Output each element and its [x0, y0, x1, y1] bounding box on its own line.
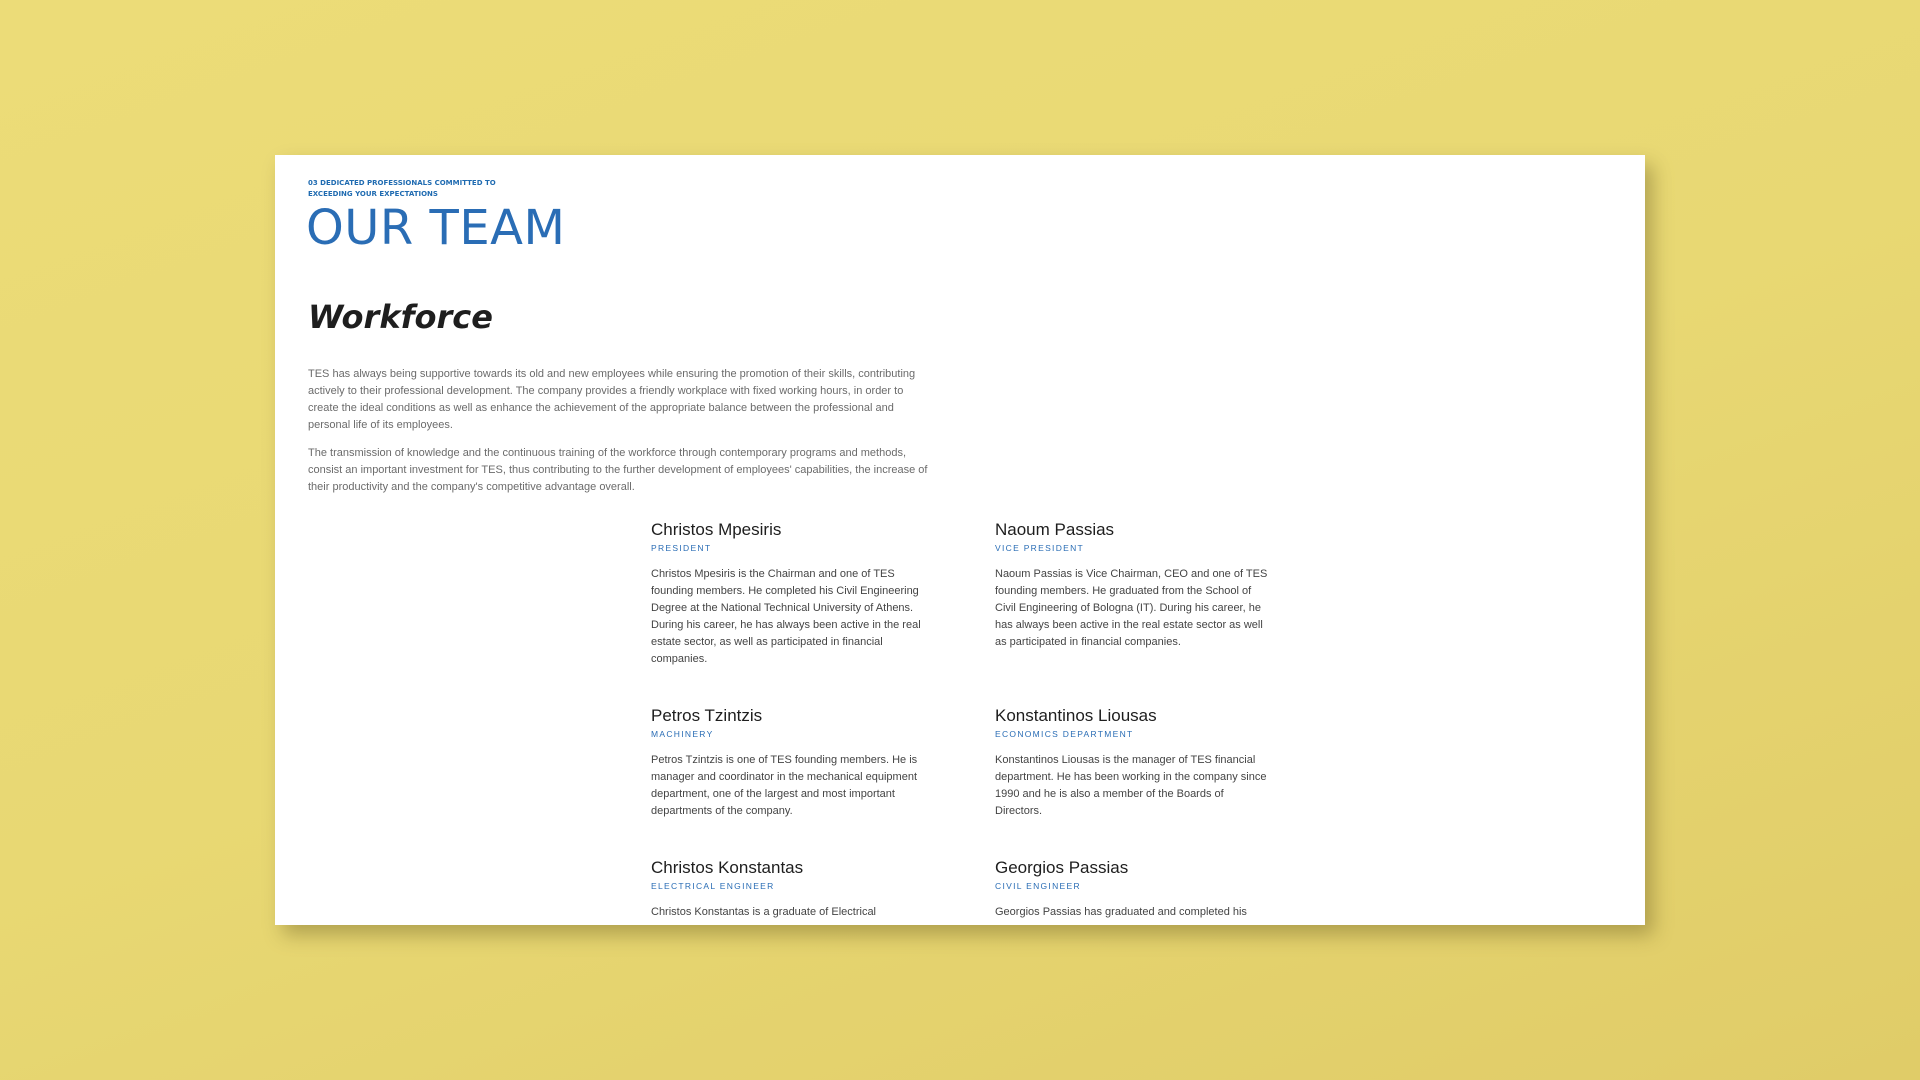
member-role: VICE PRESIDENT: [995, 543, 1085, 553]
team-member-card: [651, 519, 926, 668]
member-name: Konstantinos Liousas: [995, 706, 1157, 725]
page-title: OUR TEAM: [306, 200, 566, 256]
member-bio: Konstantinos Liousas is the manager of TES financial department. He has been working in the company since 1990 and he is also a member of the Boards of Directors.: [995, 754, 1267, 817]
intro-text: [308, 366, 933, 507]
section-heading: Workforce: [308, 298, 493, 336]
member-name: Georgios Passias: [995, 858, 1129, 877]
team-member-card: [995, 519, 1270, 651]
member-bio: Georgios Passias has graduated and completed his: [995, 906, 1247, 918]
intro-paragraph: The transmission of knowledge and the continuous training of the workforce through contemporary programs and methods, consist an important investment for TES, thus contributing to the further development of employees' capabilities, the increase of their productivity and the company's competitive advantage overall.: [308, 447, 928, 493]
intro-paragraph: TES has always being supportive towards its old and new employees while ensuring the promotion of their skills, contributing actively to their professional development. The company provides a friendly workplace with fixed working hours, in order to create the ideal conditions as well as enhance the achievement of the appropriate balance between the professional and personal life of its employees.: [308, 368, 916, 431]
member-name: Naoum Passias: [995, 520, 1115, 539]
member-role: CIVIL ENGINEER: [995, 881, 1081, 891]
member-role: MACHINERY: [651, 729, 714, 739]
document-page: [275, 155, 1645, 925]
member-role: ELECTRICAL ENGINEER: [651, 881, 775, 891]
member-name: Christos Konstantas: [651, 858, 804, 877]
team-member-card: [995, 857, 1270, 921]
member-name: Petros Tzintzis: [651, 706, 763, 725]
member-bio: Christos Mpesiris is the Chairman and one of TES founding members. He completed his Civil Engineering Degree at the National Technical University of Athens. During his career, he has always been active in the real estate sector, as well as participated in financial companies.: [651, 568, 921, 665]
member-name: Christos Mpesiris: [651, 520, 782, 539]
member-bio: Christos Konstantas is a graduate of Electrical: [651, 906, 877, 918]
member-bio: Petros Tzintzis is one of TES founding members. He is manager and coordinator in the mechanical equipment department, one of the largest and most important departments of the company.: [651, 754, 918, 817]
member-role: ECONOMICS DEPARTMENT: [995, 729, 1134, 739]
member-bio: Naoum Passias is Vice Chairman, CEO and one of TES founding members. He graduated from the School of Civil Engineering of Bologna (IT). During his career, he has always been active in the real estate sector as well as participated in financial companies.: [995, 568, 1268, 648]
section-kicker: 03 DEDICATED PROFESSIONALS COMMITTED TO EXCEEDING YOUR EXPECTATIONS: [308, 179, 496, 198]
team-member-card: [995, 705, 1270, 820]
team-member-card: [651, 705, 926, 820]
team-member-card: [651, 857, 926, 921]
member-role: PRESIDENT: [651, 543, 712, 553]
